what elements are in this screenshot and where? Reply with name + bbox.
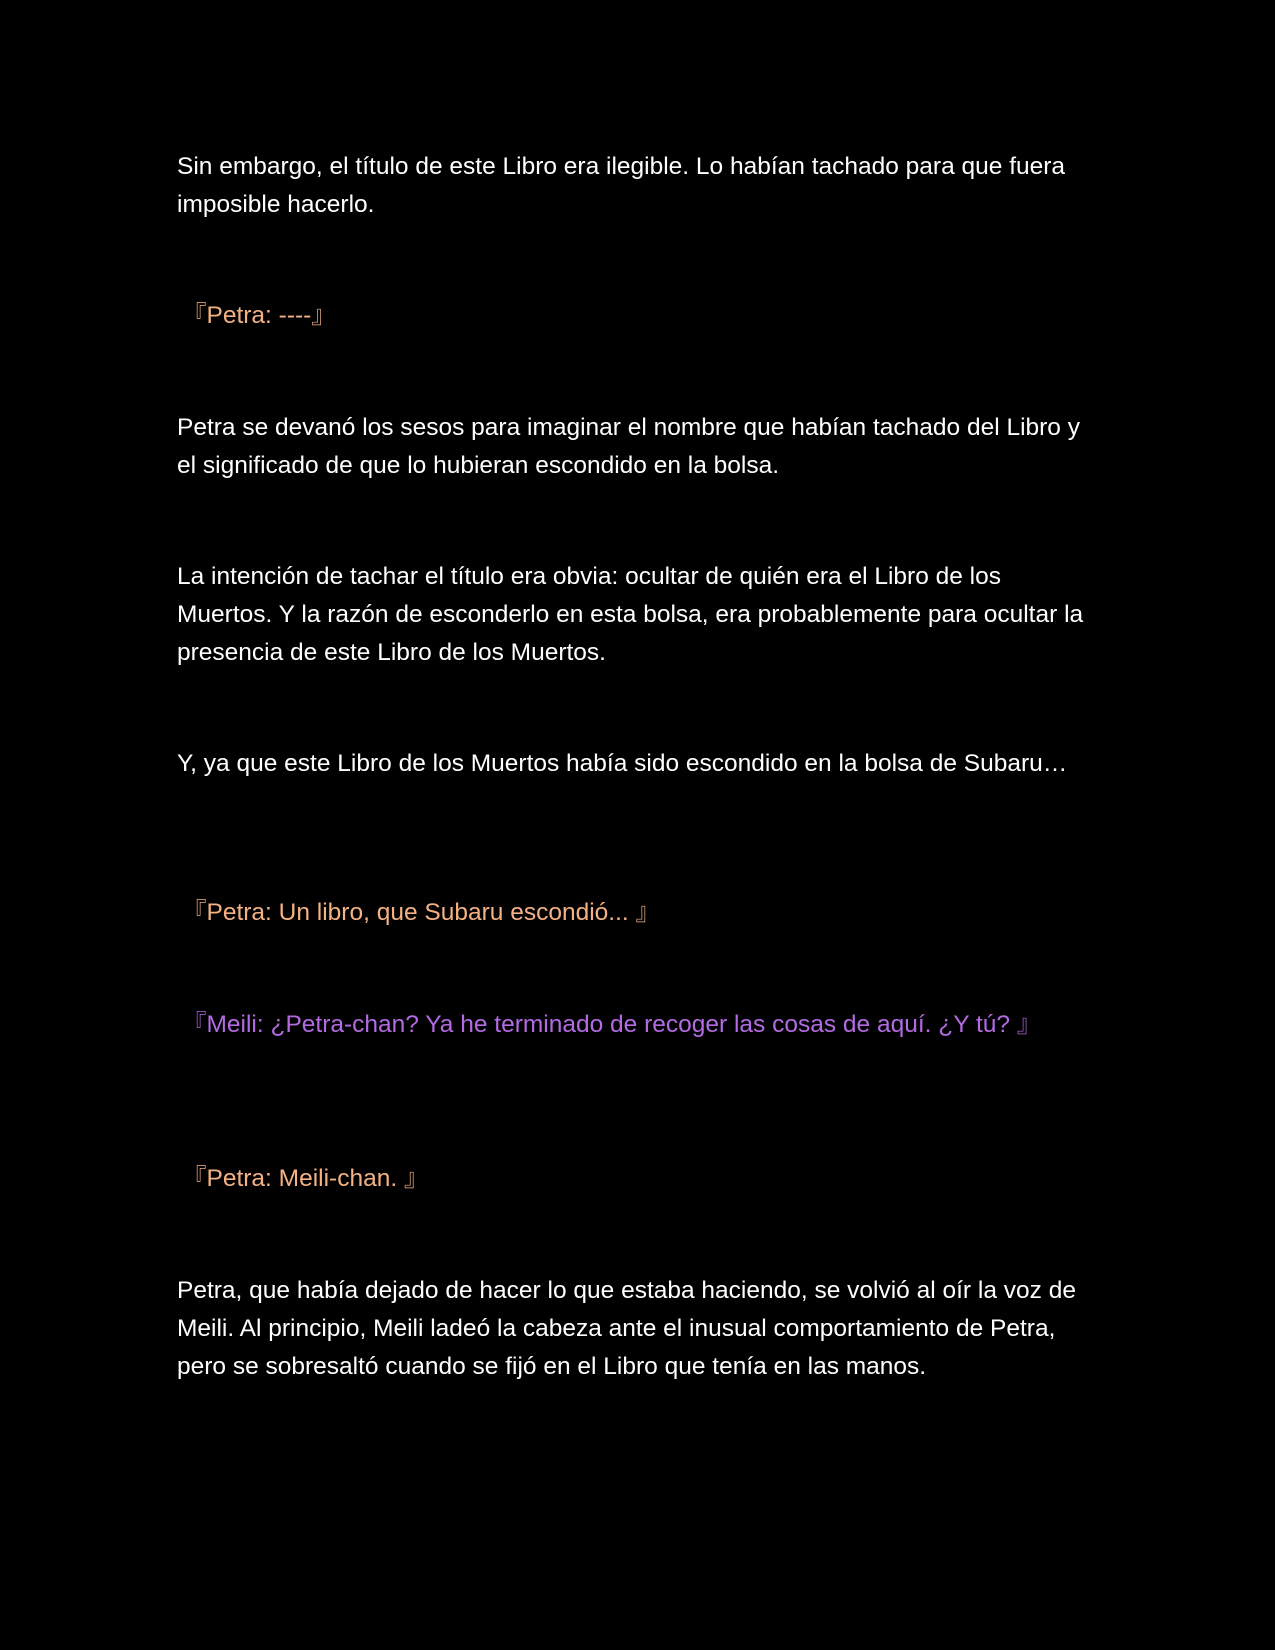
narration-paragraph-3: La intención de tachar el título era obvia: ocultar de quién era el Libro de los Muertos. Y la razón de esconderlo en esta bolsa, era probablemente para ocultar la presencia de este Libro de los Muertos.: [177, 563, 1084, 666]
petra-dialog-line-2: 『Petra: Un libro, que Subaru escondió... 』: [182, 899, 661, 926]
petra-dialog-line-1: 『Petra: ----』: [182, 302, 336, 329]
petra-dialog-line-3: 『Petra: Meili-chan. 』: [182, 1165, 429, 1192]
narration-paragraph-5: Petra, que había dejado de hacer lo que estaba haciendo, se volvió al oír la voz de Meili. Al principio, Meili ladeó la cabeza ante el inusual comportamiento de Petra, pero se sobresaltó cuando se fijó en el Libro que tenía en las manos.: [177, 1277, 1076, 1380]
narration-paragraph-4: Y, ya que este Libro de los Muertos había sido escondido en la bolsa de Subaru…: [177, 750, 1068, 777]
meili-dialog-line: 『Meili: ¿Petra-chan? Ya he terminado de recoger las cosas de aquí. ¿Y tú? 』: [182, 1011, 1042, 1038]
narration-paragraph-1: Sin embargo, el título de este Libro era ilegible. Lo habían tachado para que fuera imposible hacerlo.: [177, 153, 1066, 218]
narration-paragraph-2: Petra se devanó los sesos para imaginar el nombre que habían tachado del Libro y el significado de que lo hubieran escondido en la bolsa.: [177, 414, 1080, 479]
